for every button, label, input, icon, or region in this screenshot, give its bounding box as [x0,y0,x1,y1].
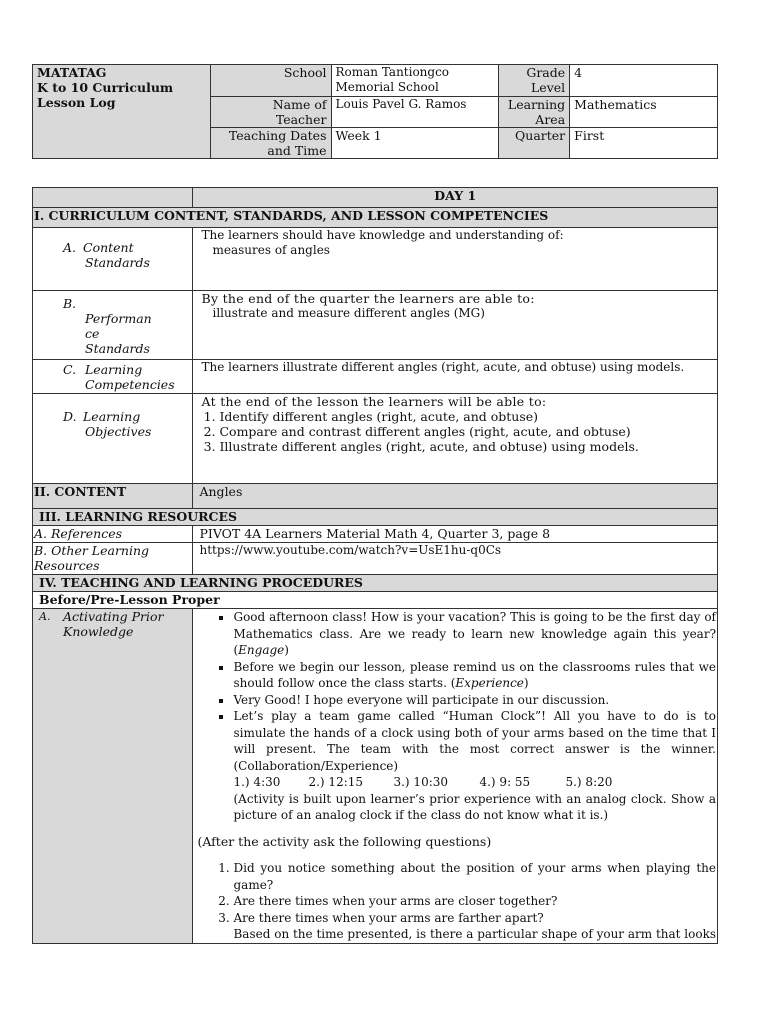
list-item: ▪ Good afternoon class! How is your vacation? This is going to be the first day of Mathematics class. Are we ready to learn new knowledge again this year? (Engage) [233,609,716,659]
references-value: PIVOT 4A Learners Material Math 4, Quarter 3, page 8 [193,526,718,543]
lesson-log-title: MATATAG K to 10 Curriculum Lesson Log [33,65,211,159]
grade-label: Grade Level [499,65,570,97]
section-2-title: II. CONTENT [33,484,193,509]
quarter-label: Quarter [499,128,570,159]
header-table [32,64,718,159]
clock-times: 1.) 4:30 2.) 12:15 3.) 10:30 4.) 9: 55 5.) 8:20 [233,775,613,789]
prior-knowledge-label: A. Activating Prior Knowledge [33,609,193,944]
list-item: ▪ Before we begin our lesson, please remind us on the classrooms rules that we should follow once the class starts. (Experience) [233,659,716,692]
section-3-title: III. LEARNING RESOURCES [33,509,718,526]
performance-standards-label: B. Performan ce Standards [33,291,193,360]
list-item: 4. Based on the time presented, is there a particular shape of your arm that looks [233,926,716,943]
list-item: 2. Are there times when your arms are closer together? [233,893,716,910]
references-label: A. References [33,526,193,543]
list-item: ▪ Let’s play a team game called “Human Clock”! All you have to do is to simulate the hands of a clock using both of your arms based on the time that I will present. The team with the most correct answer is the winner. (Collaboration/Experience) [233,708,716,774]
learning-objectives-value: At the end of the lesson the learners will be able to: 1. Identify different angles (right, acute, and obtuse) 2. Compare and contrast different angles (right, acute, and obtuse) 3. Illustrate different angles (right, acute, and obtuse) using models. [193,394,718,484]
school-label: School [210,65,331,97]
other-resources-value: https://www.youtube.com/watch?v=UsE1hu-q0Cs [193,543,718,575]
learning-competencies-label: C. Learning Competencies [33,360,193,394]
teacher-label: Name of Teacher [210,97,331,128]
learning-objectives-label: D. Learning Objectives [33,394,193,484]
content-value: Angles [193,484,718,509]
teaching-dates-label: Teaching Dates and Time [210,128,331,159]
list-item: 1. Identify different angles (right, acute, and obtuse) [219,409,713,424]
activity-bullets [195,609,716,774]
school-value: Roman Tantiongco Memorial School [331,65,499,97]
pre-lesson-subtitle: Before/Pre-Lesson Proper [33,592,718,609]
questions-list [195,860,716,943]
activity-note: (Activity is built upon learner’s prior experience with an analog clock. Show a picture of an analog clock if the class do not know what it is.) [233,791,716,822]
list-item: ▪ Very Good! I hope everyone will participate in our discussion. [233,692,716,709]
teaching-dates-value: Week 1 [331,128,499,159]
objectives-list [201,409,713,454]
prior-knowledge-content [193,609,718,944]
list-item: 2. Compare and contrast different angles (right, acute, and obtuse) [219,424,713,439]
day-heading: DAY 1 [193,188,718,208]
section-4-title: IV. TEACHING AND LEARNING PROCEDURES [33,575,718,592]
teacher-value: Louis Pavel G. Ramos [331,97,499,128]
after-activity-text: (After the activity ask the following questions) [197,833,492,849]
learning-area-value: Mathematics [570,97,718,128]
content-standards-label: A. Content Standards [33,228,193,291]
list-item: 3. Are there times when your arms are farther apart? [233,910,716,927]
quarter-value: First [570,128,718,159]
content-standards-value: The learners should have knowledge and understanding of: measures of angles [193,228,718,291]
performance-standards-value: By the end of the quarter the learners are able to: illustrate and measure different angles (MG) [193,291,718,360]
learning-competencies-value: The learners illustrate different angles (right, acute, and obtuse) using models. [193,360,718,394]
learning-area-label: Learning Area [499,97,570,128]
grade-value: 4 [570,65,718,97]
lesson-table [32,187,718,944]
list-item: 3. Illustrate different angles (right, acute, and obtuse) using models. [219,439,713,454]
list-item: 1. Did you notice something about the position of your arms when playing the game? [233,860,716,893]
other-resources-label: B. Other Learning Resources [33,543,193,575]
section-1-title: I. CURRICULUM CONTENT, STANDARDS, AND LESSON COMPETENCIES [33,208,718,228]
